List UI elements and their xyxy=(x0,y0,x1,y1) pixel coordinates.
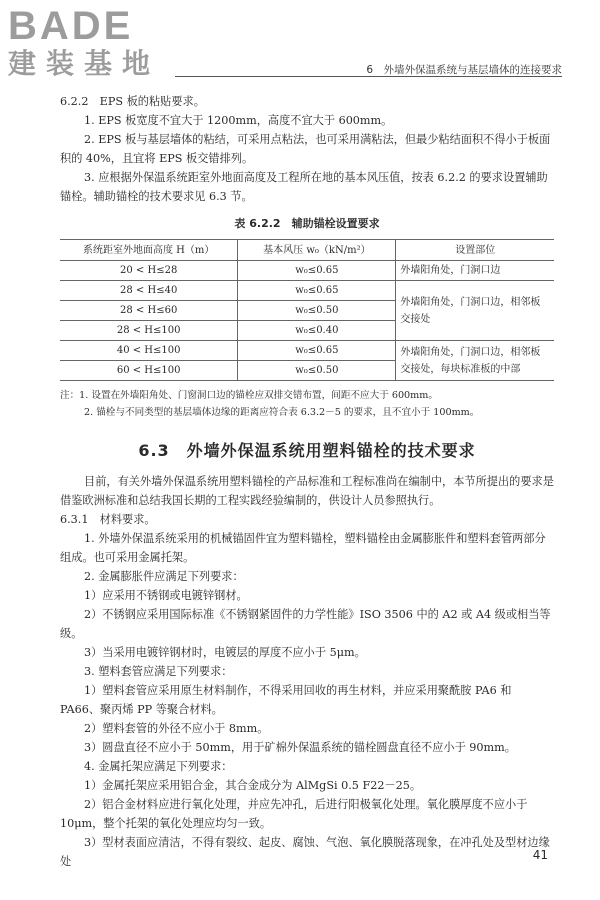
logo-text-cn: 建装基地 xyxy=(8,47,161,80)
header-rule xyxy=(175,76,562,77)
col-position: 设置部位 xyxy=(396,240,554,261)
page-content xyxy=(60,92,554,871)
sec622-item-1: 1. EPS 板宽度不宜大于 1200mm，高度不宜大于 600mm。 xyxy=(84,114,393,127)
col-height: 系统距室外地面高度 H（m） xyxy=(60,240,238,261)
sec631-line: 2）塑料套管的外径不应小于 8mm。 xyxy=(84,722,269,735)
cell-height: 60 < H≤100 xyxy=(60,361,238,381)
cell-wind: w₀≤0.40 xyxy=(238,321,396,341)
cell-wind: w₀≤0.65 xyxy=(238,341,396,361)
sec631-line: 1）金属托架应采用铝合金，其合金成分为 AlMgSi 0.5 F22－25。 xyxy=(84,779,422,792)
anchor-settings-table xyxy=(60,239,554,381)
sec631-line: 1）塑料套管应采用原生材料制作，不得采用回收的再生材料，并应采用聚酰胺 PA6 和 PA66、聚丙烯 PP 等聚合材料。 xyxy=(60,684,512,716)
sec631-line: 1. 外墙外保温系统采用的机械锚固件宜为塑料锚栓，塑料锚栓由金属膨胀件和塑料套管两部分组成。也可采用金属托架。 xyxy=(60,532,546,564)
table-caption: 表 6.2.2 辅助锚栓设置要求 xyxy=(234,217,380,230)
cell-position: 外墙阳角处，门洞口边，相邻板交接处，每块标准板的中部 xyxy=(396,341,554,381)
cell-height: 28 < H≤40 xyxy=(60,281,238,301)
cell-wind: w₀≤0.50 xyxy=(238,301,396,321)
cell-position: 外墙阳角处，门洞口边，相邻板交接处 xyxy=(396,281,554,341)
logo-text-en: BADE xyxy=(8,4,134,48)
sec631-line: 1）应采用不锈钢或电镀锌钢材。 xyxy=(84,589,248,602)
sec631-line: 4. 金属托架应满足下列要求： xyxy=(84,760,233,773)
sec631-line: 2）铝合金材料应进行氧化处理，并应先冲孔，后进行阳极氧化处理。氧化膜厚度不应小于 10μm，整个托架的氧化处理应均匀一致。 xyxy=(60,798,528,830)
section-631-heading: 6.3.1 材料要求。 xyxy=(60,513,156,526)
cell-height: 28 < H≤100 xyxy=(60,321,238,341)
bade-logo xyxy=(8,6,160,80)
note-1: 注：1. 设置在外墙阳角处、门窗洞口边的锚栓应双排交错布置，间距不应大于 600mm。 xyxy=(60,390,438,401)
note-2: 2. 锚栓与不同类型的基层墙体边缘的距离应符合表 6.3.2－5 的要求，且不宜小于 100mm。 xyxy=(84,407,480,418)
sec631-line: 3）型材表面应清洁，不得有裂纹、起皮、腐蚀、气泡、氧化膜脱落现象，在冲孔处及型材边缘处 xyxy=(60,836,550,868)
col-wind-pressure: 基本风压 w₀（kN/m²） xyxy=(238,240,396,261)
sec622-item-2: 2. EPS 板与基层墙体的粘结，可采用点粘法，也可采用满粘法，但最少粘结面积不得小于板面积的 40%，且宜将 EPS 板交错排列。 xyxy=(60,133,551,165)
sec631-line: 2）不锈钢应采用国际标准《不锈钢紧固件的力学性能》ISO 3506 中的 A2 或 A4 级或相当等级。 xyxy=(60,608,551,640)
cell-height: 40 < H≤100 xyxy=(60,341,238,361)
sec631-line: 3. 塑料套管应满足下列要求： xyxy=(84,665,233,678)
cell-height: 20 < H≤28 xyxy=(60,261,238,281)
cell-height: 28 < H≤60 xyxy=(60,301,238,321)
sec63-intro: 目前，有关外墙外保温系统用塑料锚栓的产品标准和工程标准尚在编制中，本节所提出的要求是借鉴欧洲标准和总结我国长期的工程实践经验编制的，供设计人员参照执行。 xyxy=(60,475,554,507)
table-header-row xyxy=(60,240,554,261)
page-number: 41 xyxy=(532,848,548,862)
section-63-title: 6.3 外墙外保温系统用塑料锚栓的技术要求 xyxy=(138,441,476,460)
sec622-item-3: 3. 应根据外保温系统距室外地面高度及工程所在地的基本风压值，按表 6.2.2 的要求设置辅助锚栓。辅助锚栓的技术要求见 6.3 节。 xyxy=(60,171,548,203)
sec631-line: 2. 金属膨胀件应满足下列要求： xyxy=(84,570,244,583)
table-row xyxy=(60,281,554,301)
cell-wind: w₀≤0.65 xyxy=(238,281,396,301)
cell-position: 外墙阳角处，门洞口边 xyxy=(396,261,554,281)
table-row xyxy=(60,261,554,281)
cell-wind: w₀≤0.65 xyxy=(238,261,396,281)
sec631-line: 3）当采用电镀锌钢材时，电镀层的厚度不应小于 5μm。 xyxy=(84,646,366,659)
table-notes xyxy=(60,387,554,421)
running-header: 6 外墙外保温系统与基层墙体的连接要求 xyxy=(366,64,562,76)
cell-wind: w₀≤0.50 xyxy=(238,361,396,381)
sec631-line: 3）圆盘直径不应小于 50mm，用于矿棉外保温系统的锚栓圆盘直径不应小于 90mm。 xyxy=(84,741,516,754)
section-622-heading: 6.2.2 EPS 板的粘贴要求。 xyxy=(60,95,205,108)
table-row xyxy=(60,341,554,361)
